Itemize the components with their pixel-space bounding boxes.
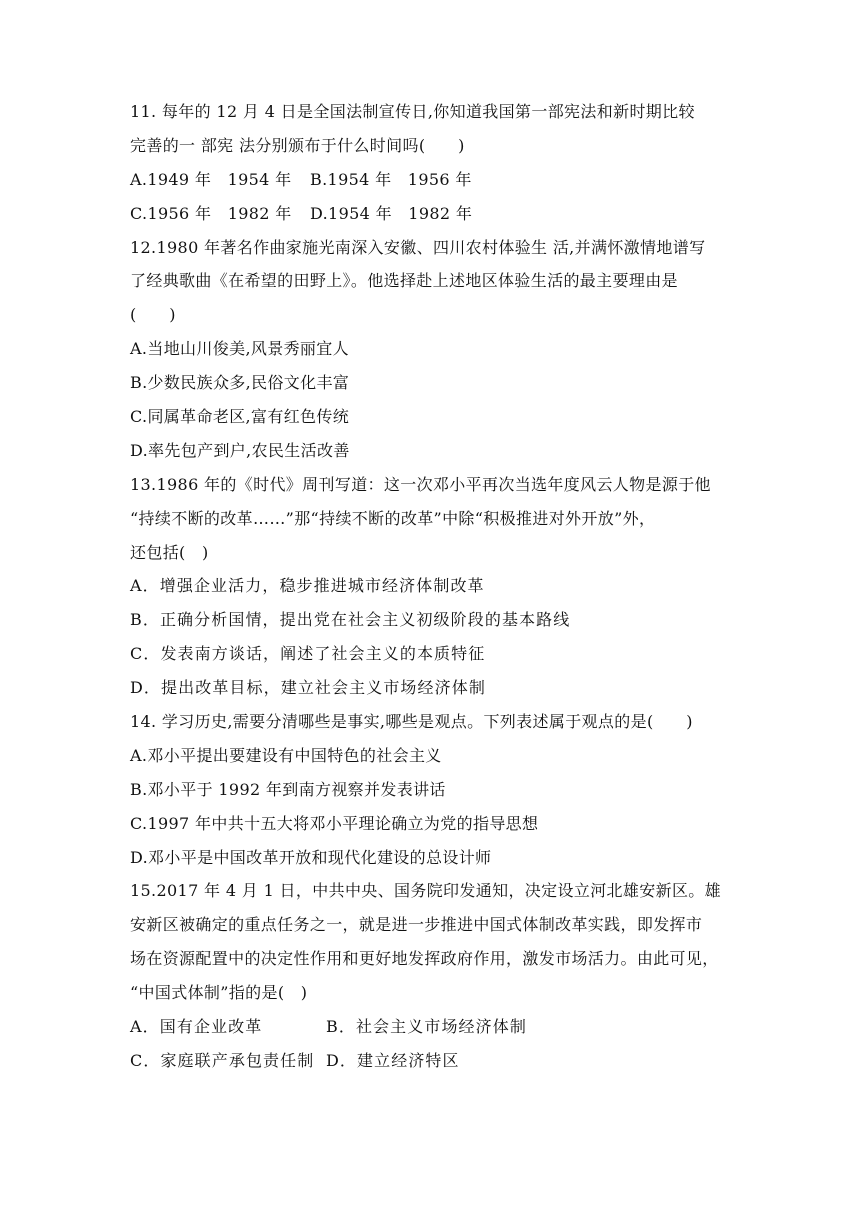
- option-c: C．家庭联产承包责任制: [130, 1050, 315, 1070]
- question-stem-line: 完善的一 部宪 法分别颁布于什么时间吗( ): [130, 135, 465, 155]
- question-stem-line: 场在资源配置中的决定性作用和更好地发挥政府作用，激发市场活力。由此可见，: [130, 949, 719, 969]
- option-d: D.1954 年 1982 年: [310, 203, 473, 223]
- question-stem-line: 13.1986 年的《时代》周刊写道：这一次邓小平再次当选年度风云人物是源于他: [130, 474, 711, 494]
- option-a: A.当地山川俊美,风景秀丽宜人: [130, 339, 349, 359]
- question-15: [130, 881, 730, 1070]
- question-stem-line: 14. 学习历史,需要分清哪些是事实,哪些是观点。下列表述属于观点的是( ): [130, 712, 693, 732]
- question-stem-line: ( ): [130, 305, 176, 325]
- option-a: A.1949 年 1954 年: [130, 169, 292, 189]
- option-a: A．增强企业活力，稳步推进城市经济体制改革: [130, 576, 485, 596]
- question-stem-line: 还包括( ): [130, 542, 209, 562]
- option-d: D.邓小平是中国改革开放和现代化建设的总设计师: [130, 847, 492, 867]
- option-b: B．社会主义市场经济体制: [326, 1017, 527, 1037]
- question-12: [130, 238, 730, 461]
- option-b: B.少数民族众多,民俗文化丰富: [130, 373, 350, 393]
- option-row: [130, 170, 730, 190]
- option-a: A.邓小平提出要建设有中国特色的社会主义: [130, 745, 442, 765]
- option-row: [130, 1017, 730, 1037]
- option-c: C.1956 年 1982 年: [130, 203, 292, 223]
- question-stem-line: “持续不断的改革……”那“持续不断的改革”中除“积极推进对外开放”外，: [130, 508, 656, 528]
- question-stem-line: 15.2017 年 4 月 1 日，中共中央、国务院印发通知，决定设立河北雄安新区。雄: [130, 881, 722, 901]
- question-13: [130, 475, 730, 698]
- option-a: A．国有企业改革: [130, 1017, 263, 1037]
- question-stem-line: 安新区被确定的重点任务之一，就是进一步推进中国式体制改革实践，即发挥市: [130, 915, 703, 935]
- option-c: C.同属革命老区,富有红色传统: [130, 407, 350, 427]
- question-stem-line: 12.1980 年著名作曲家施光南深入安徽、四川农村体验生 活,并满怀激情地谱写: [130, 237, 706, 257]
- option-row: [130, 204, 730, 224]
- option-c: C.1997 年中共十五大将邓小平理论确立为党的指导思想: [130, 813, 539, 833]
- question-stem-line: 了经典歌曲《在希望的田野上》。他选择赴上述地区体验生活的最主要理由是: [130, 271, 678, 291]
- question-stem-line: “中国式体制”指的是( ): [130, 983, 308, 1003]
- option-c: C．发表南方谈话，阐述了社会主义的本质特征: [130, 644, 486, 664]
- question-stem-line: 11. 每年的 12 月 4 日是全国法制宣传日,你知道我国第一部宪法和新时期比较: [130, 102, 695, 121]
- option-d: D．提出改革目标，建立社会主义市场经济体制: [130, 678, 486, 698]
- option-d: D.率先包产到户,农民生活改善: [130, 440, 350, 460]
- option-d: D．建立经济特区: [326, 1050, 460, 1070]
- question-11: [130, 102, 730, 224]
- option-b: B.1954 年 1956 年: [310, 169, 472, 189]
- question-14: [130, 712, 730, 868]
- option-row: [130, 1051, 730, 1071]
- option-b: B.邓小平于 1992 年到南方视察并发表讲话: [130, 779, 446, 799]
- document-page: [130, 102, 730, 1085]
- option-b: B．正确分析国情，提出党在社会主义初级阶段的基本路线: [130, 610, 571, 630]
